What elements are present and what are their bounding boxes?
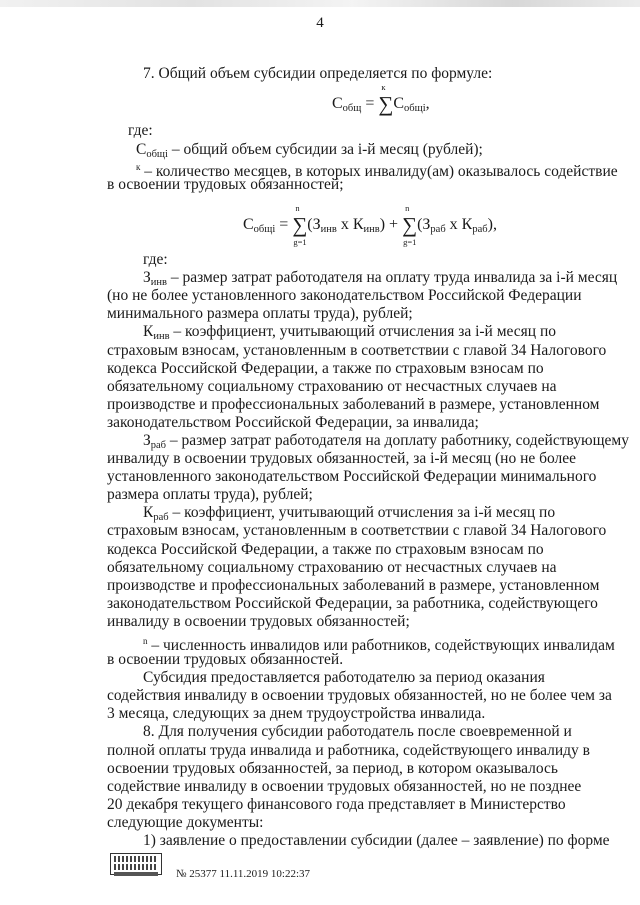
subscript: общi xyxy=(146,149,168,160)
symbol: З xyxy=(143,269,151,286)
sum-lower-limit: g=1 xyxy=(403,237,417,247)
formula-subscript: инв xyxy=(320,224,337,235)
subscript: инв xyxy=(150,277,167,288)
document-stamp-icon xyxy=(110,853,162,875)
def-z-rab-line2: инвалиду в освоении трудовых обязанностей, за i-й месяц (но не более xyxy=(107,450,577,467)
footer-doc-reference: № 25377 11.11.2019 10:22:37 xyxy=(176,868,311,880)
formula-monthly xyxy=(243,203,497,247)
sum-lower-limit: g=1 xyxy=(293,237,307,247)
sum-symbol: ∑ к xyxy=(378,82,394,116)
formula-total xyxy=(332,82,430,118)
symbol: к xyxy=(136,162,141,172)
subscript: инв xyxy=(153,331,170,342)
item8-line1: 8. Для получения субсидии работодатель после своевременной и xyxy=(143,723,572,740)
where-label: где: xyxy=(128,122,153,139)
formula-punct: ), xyxy=(487,216,497,233)
item7-title: 7. Общий объем субсидии определяется по формуле: xyxy=(143,65,493,82)
formula-times: x xyxy=(445,216,462,233)
sum-symbol: ∑ n g=1 xyxy=(292,203,308,247)
definition-text: – общий объем субсидии за i-й месяц (рублей); xyxy=(167,141,483,158)
def-z-inv-line2: (но не более установленного законодательством Российской Федерации xyxy=(107,287,582,304)
sum-upper-limit: к xyxy=(381,82,386,92)
formula-subscript: общi xyxy=(404,103,426,114)
def-k-inv-line4: обязательному социальному страхованию от несчастных случаев на xyxy=(107,378,557,395)
def-n-line2: в освоении трудовых обязанностей. xyxy=(107,651,344,668)
def-z-rab-line3: установленного законодательством Российской Федерации минимального xyxy=(107,468,597,485)
item8-line2: полной оплаты труда инвалида и работника, содействующего инвалиду в xyxy=(107,742,590,759)
symbol: n xyxy=(143,636,148,646)
def-k-rab-line2: страховым взносам, установленным в соответствии с главой 34 Налогового xyxy=(107,522,607,539)
symbol: З xyxy=(143,432,151,449)
where-label: где: xyxy=(143,251,168,268)
def-k-rab-line5: производстве и профессиональных заболеваний в размере, установленном xyxy=(107,577,600,594)
definition-text: – размер затрат работодателя на доплату работнику, содействующему xyxy=(166,432,629,449)
formula-subscript: общi xyxy=(253,224,276,235)
item8-line7: 1) заявление о предоставлении субсидии (далее – заявление) по форме xyxy=(143,832,610,849)
item8-line6: следующие документы: xyxy=(107,814,264,831)
formula-subscript: раб xyxy=(430,224,446,235)
def-k-rab-line7: инвалиду в освоении трудовых обязанностей; xyxy=(107,613,410,630)
symbol: С xyxy=(136,141,147,158)
def-k-inv-line6: законодательством Российской Федерации, за инвалида; xyxy=(107,414,479,431)
def-k-rab-line3: кодекса Российской Федерации, а также по страховым взносам по xyxy=(107,541,544,558)
def-k-line2: в освоении трудовых обязанностей; xyxy=(107,176,344,193)
formula-plus: ) + xyxy=(379,216,403,233)
def-k-inv-line5: производстве и профессиональных заболеваний в размере, установленном xyxy=(107,396,600,413)
formula-subscript: инв xyxy=(363,224,380,235)
definition-text: – численность инвалидов или работников, содействующих инвалидам xyxy=(147,637,615,654)
formula-equals: = xyxy=(275,216,293,233)
item8-line5: 20 декабря текущего финансового года представляет в Министерство xyxy=(107,796,566,813)
def-z-inv-line3: минимального размера оплаты труда), рублей; xyxy=(107,305,413,322)
item8-line4: содействие инвалиду в освоении трудовых обязанностей, но не позднее xyxy=(107,778,582,795)
definition-text: – количество месяцев, в которых инвалиду(ам) оказывалось содействие xyxy=(140,163,618,180)
sum-symbol: ∑ n g=1 xyxy=(402,203,418,247)
formula-term: (З xyxy=(417,216,431,233)
symbol: К xyxy=(143,504,154,521)
symbol: К xyxy=(143,323,154,340)
def-k-rab-line6: законодательством Российской Федерации, за работника, содействующего xyxy=(107,595,598,612)
definition-text: – коэффициент, учитывающий отчисления за i-й месяц по xyxy=(168,504,556,521)
formula-equals: = xyxy=(361,95,379,112)
def-z-rab-line4: размера оплаты труда), рублей; xyxy=(107,486,313,503)
formula-times: x xyxy=(336,216,353,233)
formula-subscript: раб xyxy=(472,224,488,235)
formula-symbol: С xyxy=(332,95,343,112)
formula-punct: , xyxy=(425,95,430,112)
formula-symbol: С xyxy=(393,95,405,112)
formula-term: К xyxy=(461,216,473,233)
item8-line3: освоении трудовых обязанностей, за период, в котором оказывалось xyxy=(107,760,558,777)
def-k-inv-line2: страховым взносам, установленным в соответствии с главой 34 Налогового xyxy=(107,342,607,359)
formula-term: К xyxy=(352,216,364,233)
page-number: 4 xyxy=(316,15,324,31)
subscript: раб xyxy=(150,440,167,451)
subsidy-line3: 3 месяца, следующих за днем трудоустройства инвалида. xyxy=(107,705,486,722)
def-k-rab-line4: обязательному социальному страхованию от несчастных случаев на xyxy=(107,559,557,576)
definition-text: – коэффициент, учитывающий отчисления за i-й месяц по xyxy=(169,323,557,340)
def-k-inv-line3: кодекса Российской Федерации, а также по страховым взносам по xyxy=(107,360,544,377)
sum-upper-limit: n xyxy=(405,203,410,213)
formula-term: (З xyxy=(307,216,321,233)
subscript: раб xyxy=(153,512,169,523)
sum-upper-limit: n xyxy=(295,203,300,213)
subsidy-line2: содействия инвалиду в освоении трудовых обязанностей, но не более чем за xyxy=(107,687,612,704)
formula-subscript: общ xyxy=(342,103,362,114)
definition-text: – размер затрат работодателя на оплату труда инвалида за i-й месяц xyxy=(166,269,618,286)
scan-edge xyxy=(0,0,640,7)
subsidy-line1: Субсидия предоставляется работодателю за период оказания xyxy=(143,669,545,686)
formula-symbol: С xyxy=(243,216,254,233)
